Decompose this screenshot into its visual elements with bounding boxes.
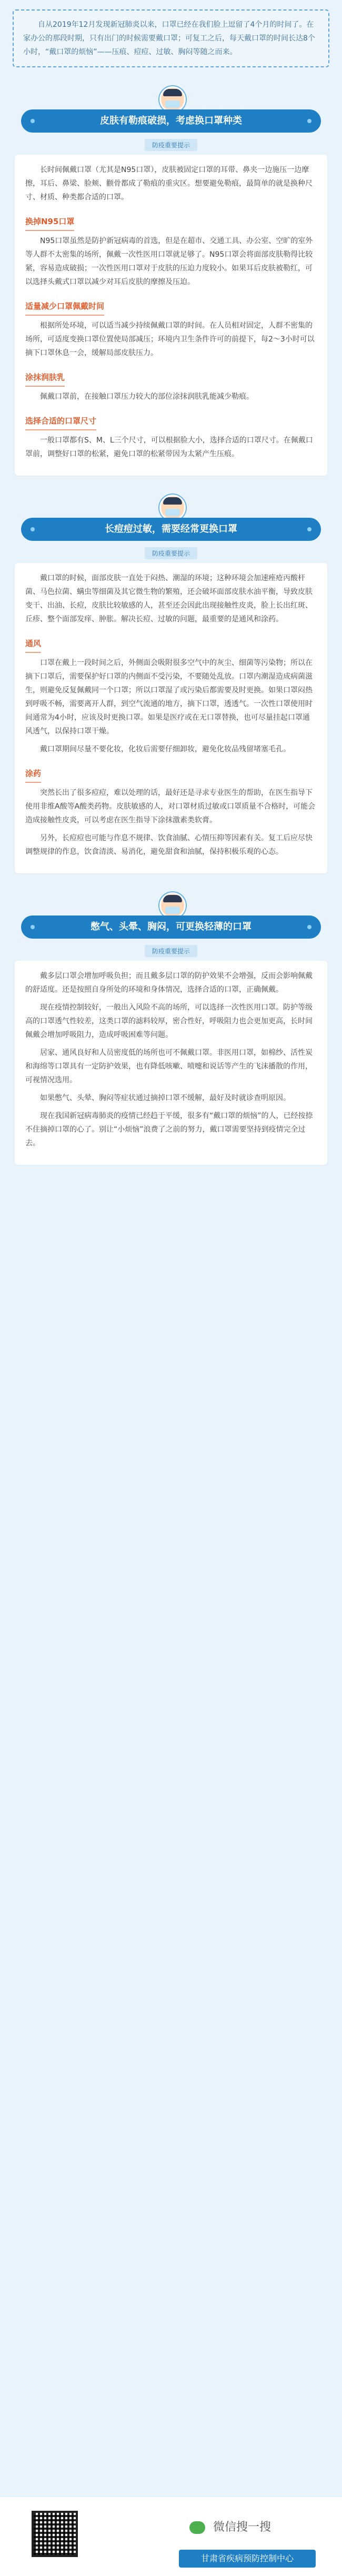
paragraph: 现在我国新冠病毒肺炎的疫情已经趋于平缓，很多有“戴口罩的烦恼”的人，已经按捺不住摘掉口罩的心了。别让“小烦恼”浪费了之前的努力，戴口罩需要坚持到疫情完全过去。 [25, 1112, 313, 1148]
section-title-banner [21, 109, 321, 133]
wechat-icon [189, 2521, 205, 2534]
subheading: 适量减少口罩佩戴时间 [25, 299, 104, 316]
paragraph: 根据所处环境，可以适当减少持续佩戴口罩的时间。在人员相对固定，人群不密集的场所，可适度变换口罩位置使局部减压；环境内卫生条件许可的前提下，每2～3小时可以摘下口罩休息一会，缓解局部皮肤压力。 [25, 321, 315, 357]
section-title-banner [21, 915, 321, 939]
subheading: 涂药 [25, 767, 41, 783]
paragraph: 戴口罩的时候，面部皮肤一直处于闷热、潮湿的环境；这种环境会加速痤疮丙酸杆菌、马色拉菌、螨虫等细菌及其它微生物的繁殖，还会破坏面部皮肤水油平衡，导致皮肤变干、出油、长痘，皮肤比较敏感的人，甚至还会因此出现接触性皮炎，脸上长出红斑、丘疹、整个面部发痒、肿胀。解决长痘、过敏的问题，最重要的是通风和涂药。 [25, 574, 313, 623]
paragraph: 佩戴口罩前，在接触口罩压力较大的部位涂抹润肤乳能减少勒痕。 [40, 393, 254, 401]
paragraph: 如果憋气、头晕、胸闷等症状通过摘掉口罩不缓解，最好及时就诊查明原因。 [40, 1094, 290, 1102]
masked-doctor-avatar-icon [159, 495, 186, 521]
subheading: 选择合适的口罩尺寸 [25, 414, 96, 430]
paragraph: 现在疫情控制较好，一般出入风险不高的场所，可以选择一次性医用口罩。防护等级高的口罩透气性较差，这类口罩的滤料较厚，密合性好，呼吸阻力也会更加更高，长时间佩戴会增加呼吸阻力，造成呼吸困难等问题。 [25, 1003, 313, 1039]
section-card [15, 155, 327, 476]
masked-doctor-avatar-icon [159, 86, 186, 113]
section-header [0, 86, 342, 149]
paragraph: 另外，长痘痘也可能与作息不规律、饮食油腻、心情压抑等因素有关。复工后应尽快调整规律的作息，饮食清淡、易消化，避免甜食和油腻，保持积极乐观的心态。 [25, 834, 313, 856]
paragraph: 长时间佩戴口罩（尤其是N95口罩），皮肤被固定口罩的耳带、鼻夹一边施压一边摩擦，耳后、鼻梁、脸颊、颧骨都成了勒痕的重灾区。想要避免勒痕，最简单的就是换种尺寸、材质、种类都合适的口罩。 [25, 166, 313, 202]
tip-tag: 防疫重要提示 [145, 139, 197, 151]
paragraph: 戴多层口罩会增加呼吸负担；而且戴多层口罩的防护效果不会增强，反而会影响佩戴的舒适度。还是按照自身所处的环境和身体情况，选择合适的口罩，正确佩戴。 [25, 972, 313, 994]
section-title: 皮肤有勒痕破损，考虑换口罩种类 [100, 115, 242, 126]
subheading: 涂抹润肤乳 [25, 370, 65, 387]
section-card [15, 563, 327, 873]
section-title: 憋气、头晕、胸闷，可更换轻薄的口罩 [90, 921, 252, 932]
organization-badge: 甘肃省疾病预防控制中心 [179, 2550, 316, 2568]
footer [0, 2497, 342, 2576]
section-header [0, 495, 342, 558]
paragraph: N95口罩虽然是防护新冠病毒的首选，但是在超市、交通工具、办公室、空旷的室外等人群不太密集的场所，佩戴一次性医用口罩就足够了。N95口罩会将面部皮肤勒得比较紧，容易造成破损；一次性医用口罩对于皮肤的压迫力度较小。如果耳后皮肤被勒红，可以选择头戴式口罩以减少对耳后皮肤的摩擦及压迫。 [25, 237, 313, 286]
intro-box: 自从2019年12月发现新冠肺炎以来，口罩已经在我们脸上逗留了4个月的时间了。在家办公的那段时期，只有出门的时候需要戴口罩；可复工之后，每天戴口罩的时间长达8个小时，“戴口罩的烦恼”——压痕、痘痘、过敏、胸闷等随之而来。 [13, 9, 329, 67]
masked-doctor-avatar-icon [159, 892, 186, 919]
subheading: 通风 [25, 637, 41, 653]
paragraph: 戴口罩期间尽量不要化妆，化妆后需要仔细卸妆，避免化妆品残留堵塞毛孔。 [40, 745, 290, 753]
paragraph: 口罩在戴上一段时间之后，外侧面会吸附很多空气中的灰尘、细菌等污染物；所以在摘下口罩后，需要保护好口罩的内侧面不受污染，不要随处乱放。口罩内潮湿造成病菌滋生，则避免反复佩戴同一个口罩；所以口罩湿了或污染后都需要及时更换。如果口罩闷热到呼吸不畅，需要离开人群，到空气流通的地方，摘下口罩，透透气。一次性口罩使用时间通常为4小时，应该及时更换口罩。如果是医疗或在无口罩替换，也可尽量挂起口罩通风透气，以保持口罩干燥。 [25, 659, 313, 736]
wechat-search-label: 微信搜一搜 [213, 2521, 271, 2534]
paragraph: 突然长出了很多痘痘，难以处理的话，最好还是寻求专业医生的帮助，在医生指导下使用非维A酸等A酸类药物。皮肤敏感的人，对口罩材质过敏或口罩质量不合格时，可能会造成接触性皮炎，可以考虑在医生指导下涂抹激素类软膏。 [25, 789, 316, 824]
sections-container [0, 86, 342, 1165]
tip-tag: 防疫重要提示 [145, 945, 197, 957]
section-card [15, 961, 327, 1165]
section-header [0, 892, 342, 955]
section-title-banner [21, 518, 321, 541]
section-title: 长痘痘过敏，需要经常更换口罩 [105, 524, 237, 535]
subheading: 换掉N95口罩 [25, 215, 74, 231]
paragraph: 一般口罩都有S、M、L三个尺寸，可以根据脸大小，选择合适的口罩尺寸。在佩戴口罩前，调整好口罩的松紧，避免口罩的松紧带因为太紧产生压痕。 [25, 436, 313, 458]
paragraph: 居家、通风良好和人员密度低的场所也可不佩戴口罩。非医用口罩，如棉纱、活性炭和海绵等口罩具有一定防护效果，也有降低咳嗽、喷嚏和说话等产生的飞沫播散的作用，可视情况选用。 [25, 1049, 313, 1084]
tip-tag: 防疫重要提示 [145, 547, 197, 559]
qr-code-icon[interactable] [32, 2511, 78, 2557]
wechat-search[interactable] [189, 2518, 271, 2534]
